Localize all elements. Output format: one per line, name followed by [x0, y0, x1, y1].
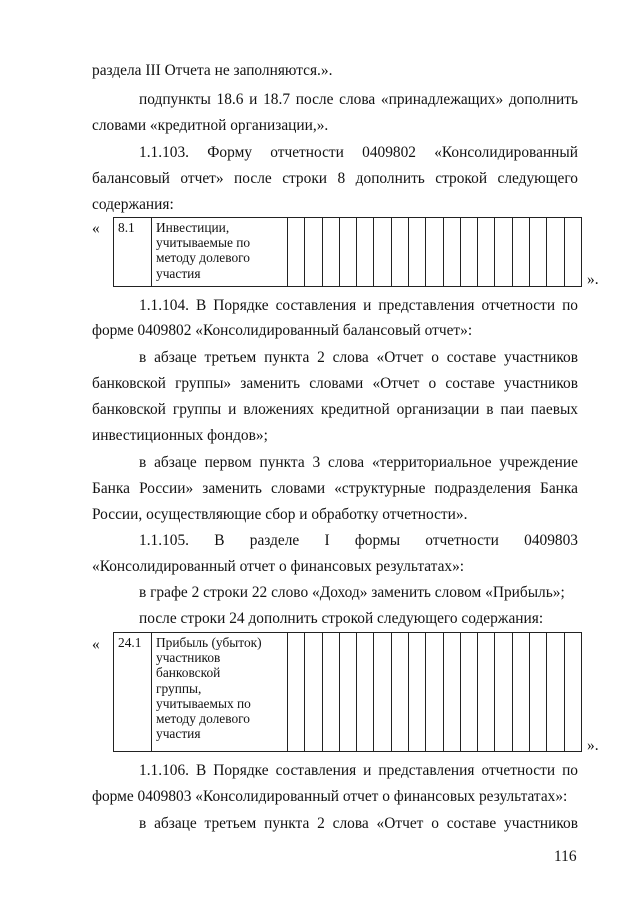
- text-line: в абзаце третьем пункта 2 слова «Отчет о составе участников: [139, 349, 578, 366]
- text-line: банковской группы» заменить словами «Отчет о составе участников: [92, 375, 578, 392]
- text-line: раздела III Отчета не заполняются.».: [92, 62, 333, 79]
- text-line: России, осуществляющие сбор и обработку отчетности».: [92, 506, 468, 523]
- table-row-8-1: [113, 217, 582, 287]
- text-line: банковской группы и вложениях кредитной организации в паи паевых: [92, 401, 578, 418]
- close-quote: ».: [587, 271, 599, 288]
- text-line: 1.1.105. В разделе I формы отчетности 0409803: [139, 532, 578, 549]
- text-line: в абзаце первом пункта 3 слова «территориальное учреждение: [139, 454, 578, 471]
- text-line: в абзаце третьем пункта 2 слова «Отчет о составе участников: [139, 815, 578, 832]
- text-line: инвестиционных фондов»;: [92, 427, 268, 444]
- open-quote: «: [92, 636, 100, 653]
- text-line: Банка России» заменить словами «структурные подразделения Банка: [92, 480, 578, 497]
- text-line: после строки 24 дополнить строкой следующего содержания:: [139, 610, 544, 627]
- text-line: «Консолидированный отчет о финансовых результатах»:: [92, 558, 465, 575]
- text-line: балансовый отчет» после строки 8 дополнить строкой следующего: [92, 170, 578, 187]
- row-number: 8.1: [114, 218, 152, 287]
- text-line: подпункты 18.6 и 18.7 после слова «принадлежащих» дополнить: [139, 91, 578, 108]
- table-row-24-1: [113, 632, 582, 752]
- page-number: 116: [554, 848, 577, 865]
- close-quote: ».: [587, 737, 599, 754]
- text-line: содержания:: [92, 196, 174, 213]
- row-name: Прибыль (убыток) участников банковской группы, учитываемых по методу долевого участия: [152, 633, 288, 752]
- text-line: в графе 2 строки 22 слово «Доход» заменить словом «Прибыль»;: [139, 584, 565, 601]
- row-name: Инвестиции, учитываемые по методу долевого участия: [152, 218, 288, 287]
- text-line: форме 0409802 «Консолидированный балансовый отчет»:: [92, 322, 473, 339]
- open-quote: «: [92, 220, 100, 237]
- text-line: 1.1.103. Форму отчетности 0409802 «Консолидированный: [139, 144, 578, 161]
- text-line: 1.1.106. В Порядке составления и представления отчетности по: [139, 762, 578, 779]
- text-line: словами «кредитной организации,».: [92, 117, 329, 134]
- text-line: форме 0409803 «Консолидированный отчет о финансовых результатах»:: [92, 788, 568, 805]
- row-number: 24.1: [114, 633, 152, 752]
- text-line: 1.1.104. В Порядке составления и представления отчетности по: [139, 297, 578, 314]
